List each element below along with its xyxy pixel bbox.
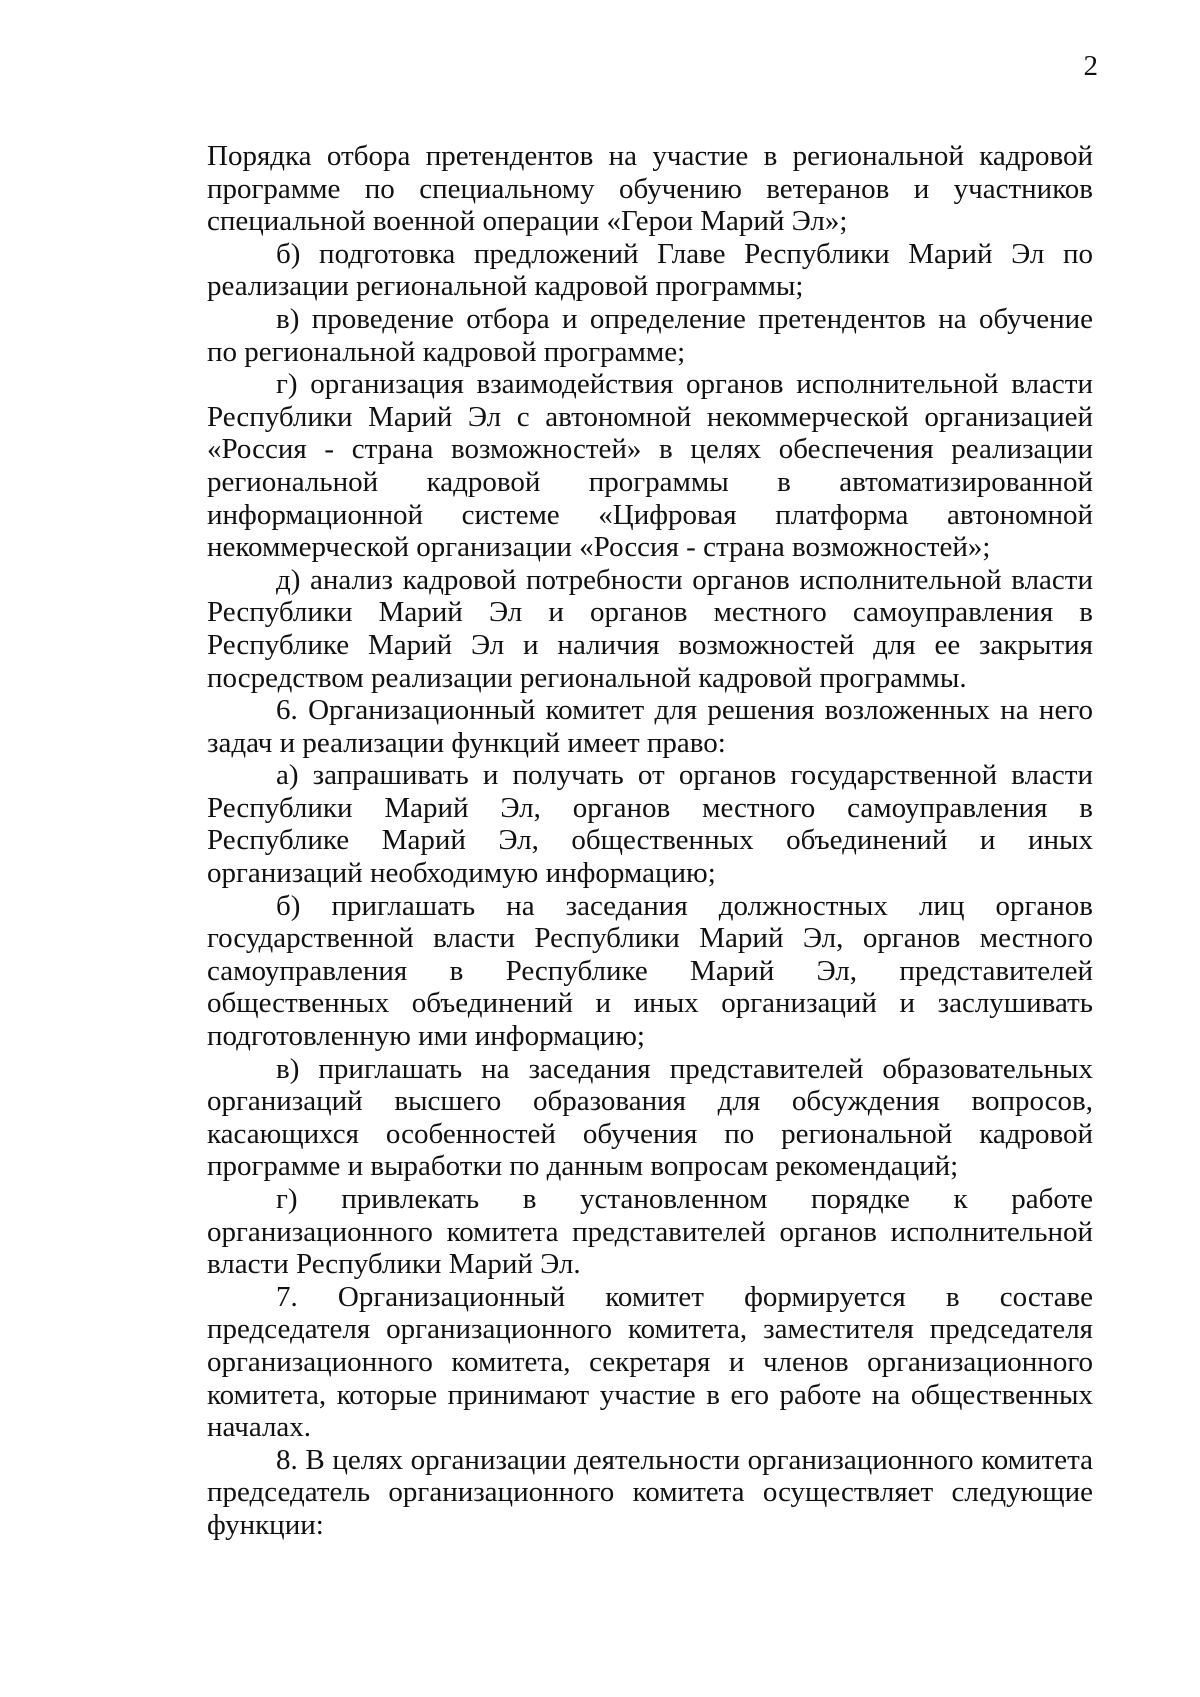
paragraph-item-v: в) проведение отбора и определение претендентов на обучение по региональной кадровой программе; [207,302,1093,368]
paragraph-6-item-a: а) запрашивать и получать от органов государственной власти Республики Марий Эл, органов местного самоуправления в Республике Марий Эл, общественных объединений и иных организаций необходимую информацию; [207,759,1093,890]
paragraph-section-7: 7. Организационный комитет формируется в составе председателя организационного комитета, заместителя председателя организационного комитета, секретаря и членов организационного комитета, которые принимают участие в его работе на общественных началах. [207,1280,1093,1444]
document-body [207,140,1093,1542]
paragraph-item-d: д) анализ кадровой потребности органов исполнительной власти Республики Марий Эл и органов местного самоуправления в Республике Марий Эл и наличия возможностей для ее закрытия посредством реализации региональной кадровой программы. [207,563,1093,694]
paragraph-section-6: 6. Организационный комитет для решения возложенных на него задач и реализации функций имеет право: [207,694,1093,759]
paragraph-6-item-b: б) приглашать на заседания должностных лиц органов государственной власти Республики Марий Эл, органов местного самоуправления в Республике Марий Эл, представителей общественных объединений и иных организаций и заслушивать подготовленную ими информацию; [207,889,1093,1053]
paragraph-item-b: б) подготовка предложений Главе Республики Марий Эл по реализации региональной кадровой программы; [207,237,1093,303]
paragraph-item-g: г) организация взаимодействия органов исполнительной власти Республики Марий Эл с автономной некоммерческой организацией «Россия - страна возможностей» в целях обеспечения реализации региональной кадровой программы в автоматизированной информационной системе «Цифровая платформа автономной некоммерческой организации «Россия - страна возможностей»; [207,368,1093,564]
page-number: 2 [1083,50,1098,82]
paragraph-section-8: 8. В целях организации деятельности организационного комитета председатель организационного комитета осуществляет следующие функции: [207,1443,1093,1541]
paragraph-continuation: Порядка отбора претендентов на участие в региональной кадровой программе по специальному обучению ветеранов и участников специальной военной операции «Герои Марий Эл»; [207,140,1093,238]
paragraph-6-item-g: г) привлекать в установленном порядке к работе организационного комитета представителей органов исполнительной власти Республики Марий Эл. [207,1183,1093,1281]
paragraph-6-item-v: в) приглашать на заседания представителей образовательных организаций высшего образования для обсуждения вопросов, касающихся особенностей обучения по региональной кадровой программе и выработки по данным вопросам рекомендаций; [207,1052,1093,1183]
